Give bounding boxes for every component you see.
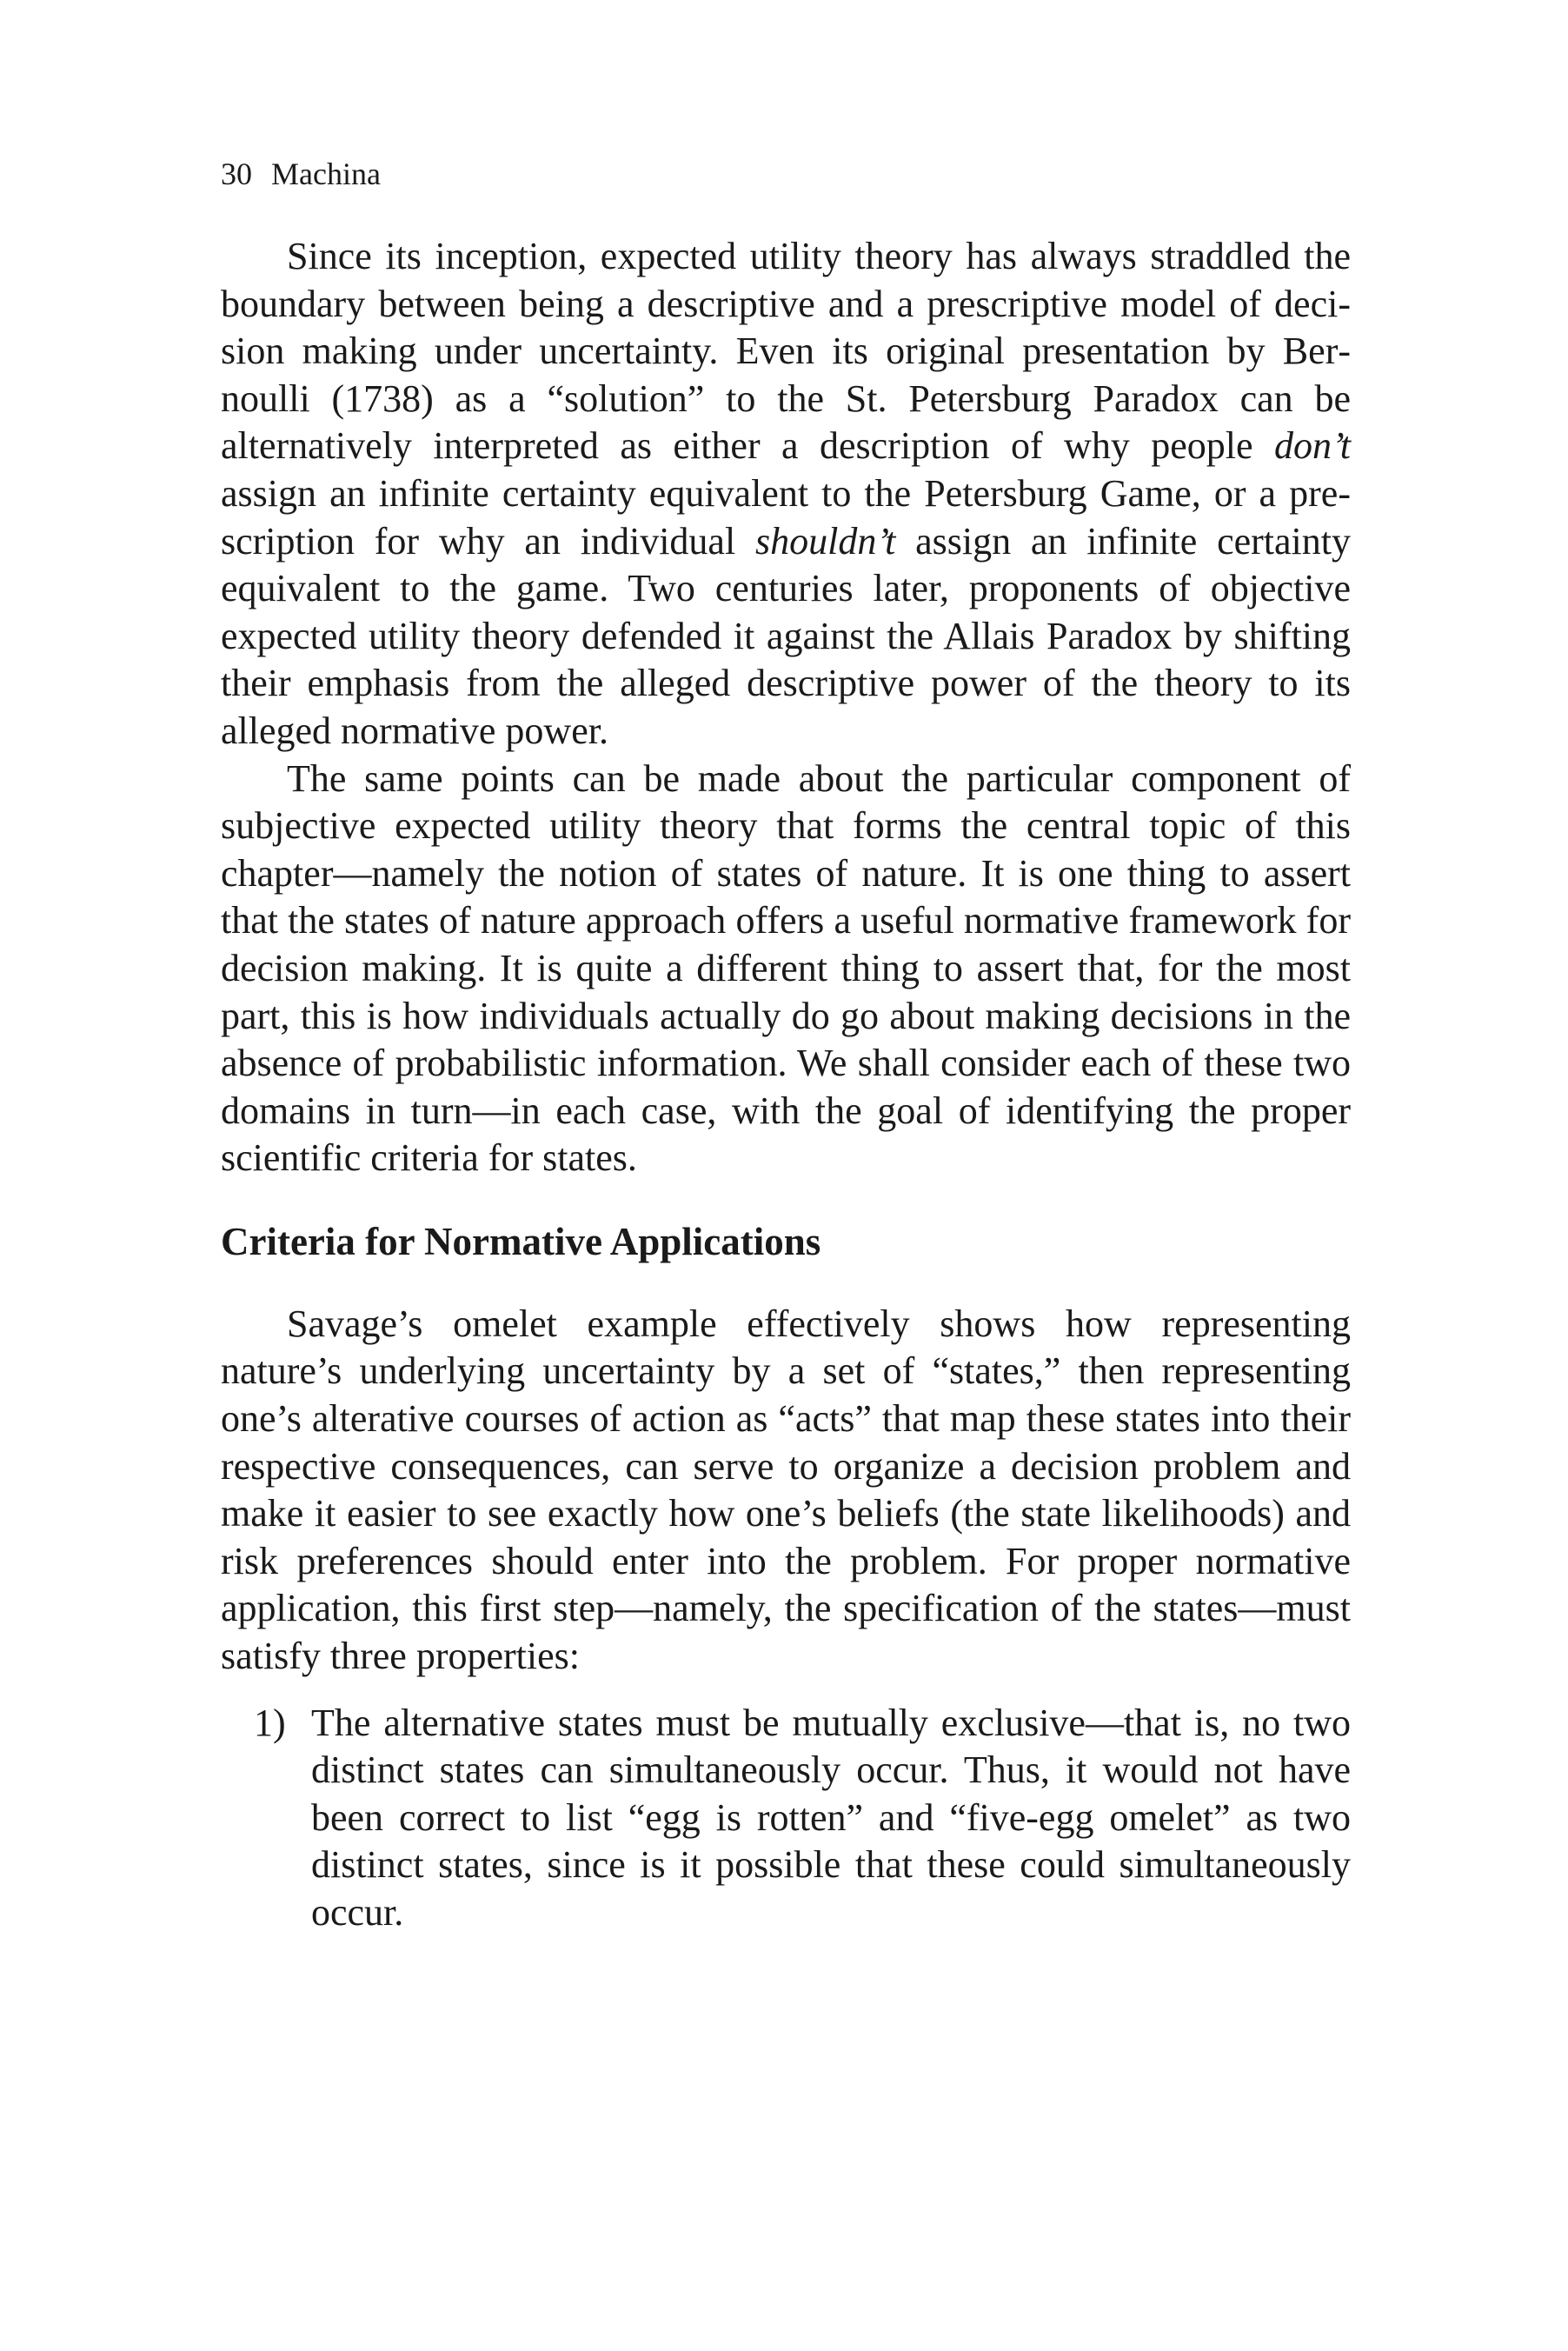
paragraph-2: The same points can be made about the particular component of subjective expected utility theory that forms the central topic of this chapter—namely the notion of states of nature. It is one thing to assert that the states of nature approach offers a useful normative framework for decision making. It is quite a different thing to assert that, for the most part, this is how individuals actually do go about making decisions in the absence of probabilistic information. We shall consider each of these two domains in turn—in each case, with the goal of identifying the proper scientific criteria for states. <box>221 756 1351 1180</box>
paragraph-1-text-c: assign an infinite certainty equivalent to the game. Two centuries later, proponents of objective expected utility theory defended it against the Allais Paradox by shifting their emphasis from the alleged descriptive power of the theory to its alleged normative power. <box>221 519 1352 752</box>
running-head <box>221 155 381 193</box>
emphasis-dont: don’t <box>1274 424 1351 468</box>
properties-list <box>221 1700 1351 1937</box>
paragraph-1-text-a: Since its inception, expected utility theory has always straddled the boundary between being a descriptive and a prescriptive model of decision making under uncertainty. Even its original presentation by Bernoulli (1738) as a “solution” to the St. Petersburg Paradox can be alternatively interpreted as either a description of why people <box>221 235 1351 468</box>
emphasis-shouldnt: shouldn’t <box>754 519 896 563</box>
paragraph-1 <box>221 233 1351 756</box>
body-text <box>221 233 1351 1937</box>
paragraph-3: Savage’s omelet example effectively shows how representing nature’s underlying uncertainty by a set of “states,” then representing one’s alterative courses of action as “acts” that map these states into their respective consequences, can serve to organize a decision problem and make it easier to see exactly how one’s beliefs (the state likelihoods) and risk preferences should enter into the problem. For proper normative application, this first step—namely, the specification of the states—must satisfy three properties: <box>221 1302 1351 1678</box>
running-head-author: Machina <box>271 157 381 191</box>
list-item <box>221 1700 1351 1937</box>
list-item-number: 1) <box>254 1701 286 1744</box>
paragraph-1-text-b: assign an infinite certainty equivalent to the Petersburg Game, or a prescription for why an individual <box>221 471 1351 563</box>
page-number: 30 <box>221 157 252 191</box>
list-item-text: The alternative states must be mutually exclusive—that is, no two distinct states can simultaneously occur. Thus, it would not have been correct to list “egg is rotten” and “five-egg omelet” as two distinct states, since is it possible that these could simultaneously occur. <box>311 1701 1351 1934</box>
section-heading: Criteria for Normative Applications <box>221 1219 821 1263</box>
